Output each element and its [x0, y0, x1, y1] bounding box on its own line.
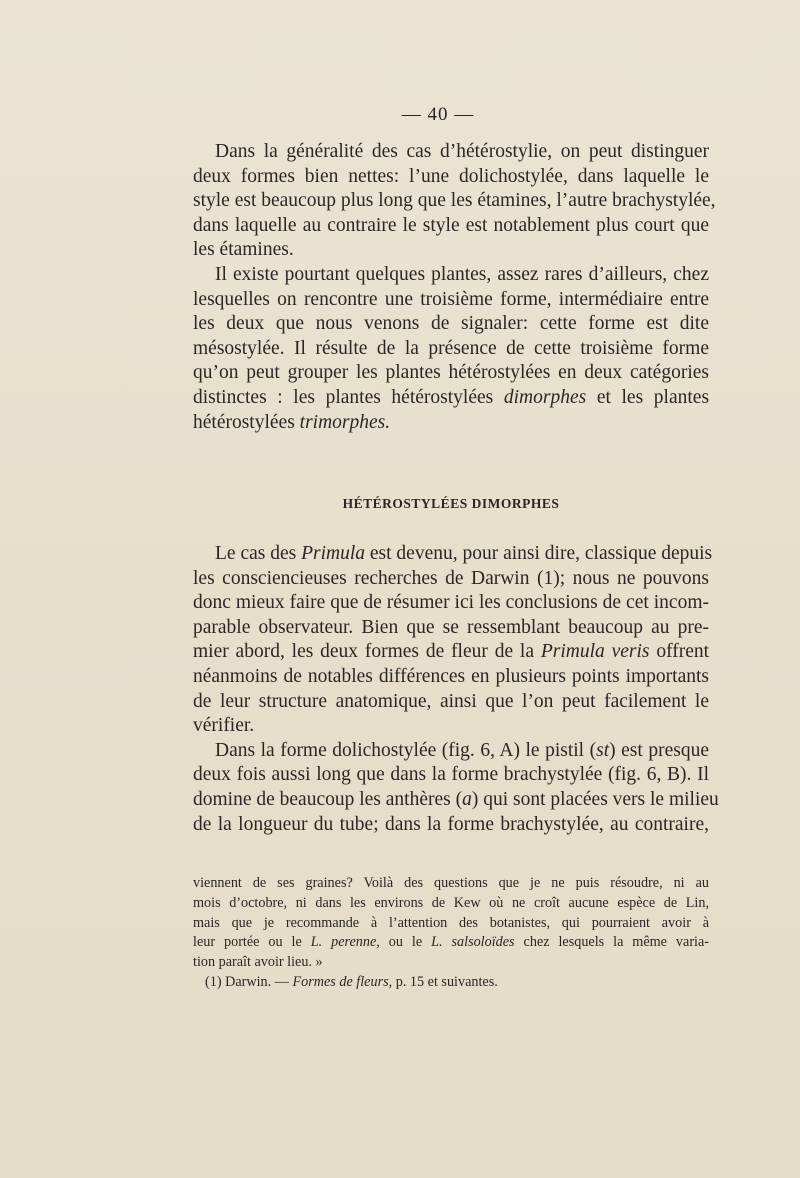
para1-line: deux formes bien nettes: l’une dolichostylée, dans laquelle le: [193, 165, 709, 187]
para3-line: vérifier.: [193, 715, 255, 737]
para4-line: de la longueur du tube; dans la forme brachystylée, au contraire,: [193, 813, 709, 835]
para3-line: néanmoins de notables différences en plusieurs points importants: [193, 665, 709, 687]
para2-line: qu’on peut grouper les plantes hétérostylées en deux catégories: [193, 362, 709, 384]
footnote-line: viennent de ses graines? Voilà des questions que je ne puis résoudre, ni au: [193, 875, 709, 891]
footnote-line: leur portée ou le L. perenne, ou le L. salsoloïdes chez lesquels la même varia-: [193, 934, 710, 951]
para2-line: distinctes : les plantes hétérostylées dimorphes et les plantes: [193, 386, 710, 408]
footnote-reference: (1) Darwin. — Formes de fleurs, p. 15 et suivantes.: [205, 973, 498, 990]
para2-line: mésostylée. Il résulte de la présence de cette troisième forme: [193, 337, 709, 359]
para2-line: lesquelles on rencontre une troisième forme, intermédiaire entre: [193, 288, 709, 310]
footnote-line: tion paraît avoir lieu. »: [193, 954, 323, 971]
para3-line: les consciencieuses recherches de Darwin (1); nous ne pouvons: [193, 567, 709, 589]
para3-line: donc mieux faire que de résumer ici les conclusions de cet incom-: [193, 592, 709, 614]
footnote-line: mais que je recommande à l’attention des botanistes, qui pourraient avoir à: [193, 914, 709, 931]
para1-line: les étamines.: [193, 239, 294, 261]
para4-line: deux fois aussi long que dans la forme brachystylée (fig. 6, B). Il: [193, 764, 709, 786]
para2-line: hétérostylées trimorphes.: [193, 411, 391, 433]
para2-line: Il existe pourtant quelques plantes, assez rares d’ailleurs, chez: [215, 263, 709, 285]
para2-line: les deux que nous venons de signaler: cette forme est dite: [193, 313, 709, 335]
para1-line: dans laquelle au contraire le style est notablement plus court que: [193, 214, 709, 236]
intro-paragraphs: [193, 140, 716, 435]
para3-line: parable observateur. Bien que se ressemblant beaucoup au pre-: [193, 616, 709, 638]
para4-line: Dans la forme dolichostylée (fig. 6, A) le pistil (st) est presque: [215, 739, 709, 761]
para1-line: style est beaucoup plus long que les étamines, l’autre brachystylée,: [193, 190, 716, 212]
footnotes: [193, 874, 709, 993]
section-heading: HÉTÉROSTYLÉES DIMORPHES: [342, 496, 560, 511]
para3-line: de leur structure anatomique, ainsi que l’on peut facilement le: [193, 690, 709, 712]
para4-line: domine de beaucoup les anthères (a) qui sont placées vers le milieu: [193, 788, 719, 810]
footnote-line: mois d’octobre, ni dans les environs de Kew où ne croît aucune espèce de Lin,: [193, 894, 709, 911]
para3-line: Le cas des Primula est devenu, pour ainsi dire, classique depuis: [215, 543, 713, 564]
para1-line: Dans la généralité des cas d’hétérostylie, on peut distinguer: [215, 141, 709, 162]
section-paragraphs: [193, 542, 719, 837]
page-number: — 40 —: [401, 104, 475, 125]
para3-line: mier abord, les deux formes de fleur de la Primula veris offrent: [193, 641, 710, 663]
